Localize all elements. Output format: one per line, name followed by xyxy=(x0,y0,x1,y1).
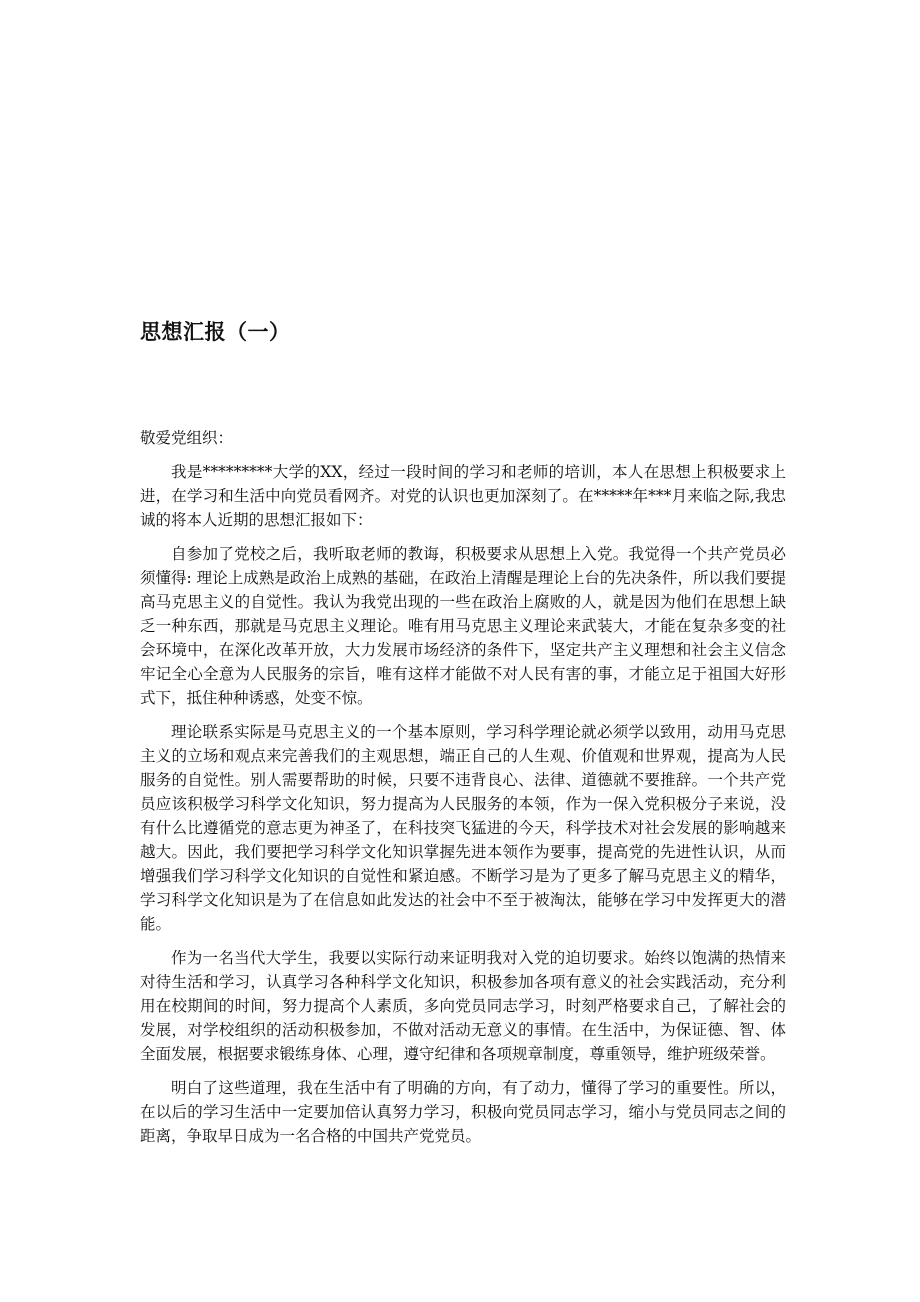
paragraph-student-action: 作为一名当代大学生，我要以实际行动来证明我对入党的迫切要求。始终以饱满的热情来对待生活和学习，认真学习各种科学文化知识，积极参加各项有意义的社会实践活动，充分利用在校期间的时间，努力提高个人素质，多向党员同志学习，时刻严格要求自己，了解社会的发展，对学校组织的活动积极参加，不做对活动无意义的事情。在生活中，为保证德、智、体全面发展，根据要求锻练身体、心理，遵守纪律和各项规章制度，尊重领导，维护班级荣誉。 xyxy=(140,949,786,1063)
document-body xyxy=(140,426,786,1158)
paragraph-conclusion: 明白了这些道理，我在生活中有了明确的方向，有了动力，懂得了学习的重要性。所以，在以后的学习生活中一定要加倍认真努力学习，积极向党员同志学习，缩小与党员同志之间的距离，争取早日成为一名合格的中国共产党党员。 xyxy=(140,1079,786,1145)
paragraph-intro: 我是*********大学的XX，经过一段时间的学习和老师的培训，本人在思想上积极要求上进，在学习和生活中向党员看网齐。对党的认识也更加深刻了。在*****年***月来临之际,我忠诚的将本人近期的思想汇报如下： xyxy=(140,463,786,529)
document-title: 思想汇报（一） xyxy=(140,320,291,344)
paragraph-theory: 自参加了党校之后，我听取老师的教诲，积极要求从思想上入党。我觉得一个共产党员必须懂得: 理论上成熟是政治上成熟的基础，在政治上清醒是理论上台的先决条件，所以我们要提高马克思主义的自觉性。我认为我党出现的一些在政治上腐败的人，就是因为他们在思想上缺乏一种东西，那就是马克思主义理论。唯有用马克思主义理论来武装大，才能在复杂多变的社会环境中，在深化改革开放，大力发展市场经济的条件下，坚定共产主义理想和社会主义信念牢记全心全意为人民服务的宗旨，唯有这样才能做不对人民有害的事，才能立足于祖国大好形式下，抵住种种诱惑，处变不惊。 xyxy=(140,545,786,707)
salutation: 敬爱党组织： xyxy=(140,429,234,447)
paragraph-practice: 理论联系实际是马克思主义的一个基本原则，学习科学理论就必须学以致用，动用马克思主义的立场和观点来完善我们的主观思想，端正自己的人生观、价值观和世界观，提高为人民服务的自觉性。别人需要帮助的时候，只要不违背良心、法律、道德就不要推辞。一个共产党员应该积极学习科学文化知识，努力提高为人民服务的本领，作为一保入党积极分子来说，没有什么比遵循党的意志更为神圣了，在科技突飞猛进的今天，科学技术对社会发展的影响越来越大。因此，我们要把学习科学文化知识掌握先进本领作为要事，提高党的先进性认识，从而增强我们学习科学文化知识的自觉性和紧迫感。不断学习是为了更多了解马克思主义的精华，学习科学文化知识是为了在信息如此发达的社会中不至于被淘汰，能够在学习中发挥更大的潜能。 xyxy=(140,723,786,933)
